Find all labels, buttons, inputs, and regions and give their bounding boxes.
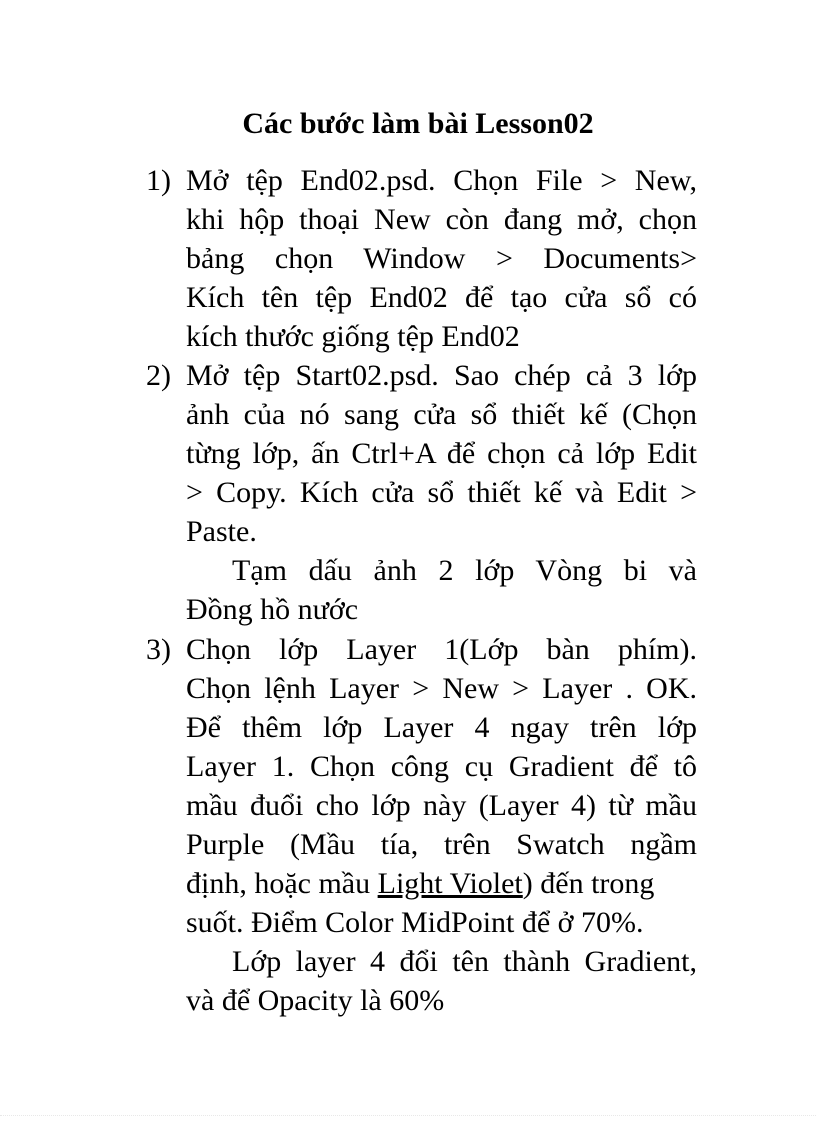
- text-line: mầu đuổi cho lớp này (Layer 4) từ mầu: [186, 789, 697, 822]
- text-line: Layer 1. Chọn công cụ Gradient để tô: [186, 750, 697, 783]
- text-line: Chọn lớp Layer 1(Lớp bàn phím).: [186, 633, 697, 666]
- text-line: > Copy. Kích cửa sổ thiết kế và Edit >: [186, 476, 697, 509]
- light-violet-link: Light Violet: [377, 867, 523, 900]
- text-line: Paste.: [186, 515, 257, 548]
- text-segment: ) đến trong: [522, 867, 655, 900]
- text-line: và để Opacity là 60%: [186, 984, 445, 1017]
- text-segment: định, hoặc mầu: [186, 867, 378, 900]
- text-line: Đồng hồ nước: [186, 593, 359, 626]
- text-line: Để thêm lớp Layer 4 ngay trên lớp: [186, 711, 697, 744]
- step-number: 1): [146, 164, 171, 197]
- text-line: bảng chọn Window > Documents>: [186, 242, 697, 275]
- page-title: Các bước làm bài Lesson02: [242, 107, 594, 140]
- text-line: khi hộp thoại New còn đang mở, chọn: [186, 203, 697, 236]
- text-line: Lớp layer 4 đổi tên thành Gradient,: [232, 945, 697, 978]
- text-line: Purple (Mầu tía, trên Swatch ngầm: [186, 828, 697, 861]
- text-line: Kích tên tệp End02 để tạo cửa sổ có: [186, 281, 697, 314]
- step-number: 2): [146, 359, 171, 392]
- text-line: từng lớp, ấn Ctrl+A để chọn cả lớp Edit: [186, 437, 697, 470]
- text-line: suốt. Điểm Color MidPoint để ở 70%.: [186, 906, 644, 939]
- text-line: kích thước giống tệp End02: [186, 320, 520, 353]
- page-bottom-border: [0, 1115, 816, 1116]
- text-line: Mở tệp End02.psd. Chọn File > New,: [186, 164, 697, 197]
- step-text: [186, 161, 697, 356]
- text-line: Mở tệp Start02.psd. Sao chép cả 3 lớp: [186, 359, 697, 392]
- text-line: Chọn lệnh Layer > New > Layer . OK.: [186, 672, 697, 705]
- step-number: 3): [146, 633, 171, 666]
- text-line: [186, 864, 697, 903]
- text-line: Tạm dấu ảnh 2 lớp Vòng bi và: [232, 554, 697, 587]
- text-line: ảnh của nó sang cửa sổ thiết kế (Chọn: [186, 398, 697, 431]
- step-text: [186, 630, 697, 1020]
- step-text: [186, 356, 697, 629]
